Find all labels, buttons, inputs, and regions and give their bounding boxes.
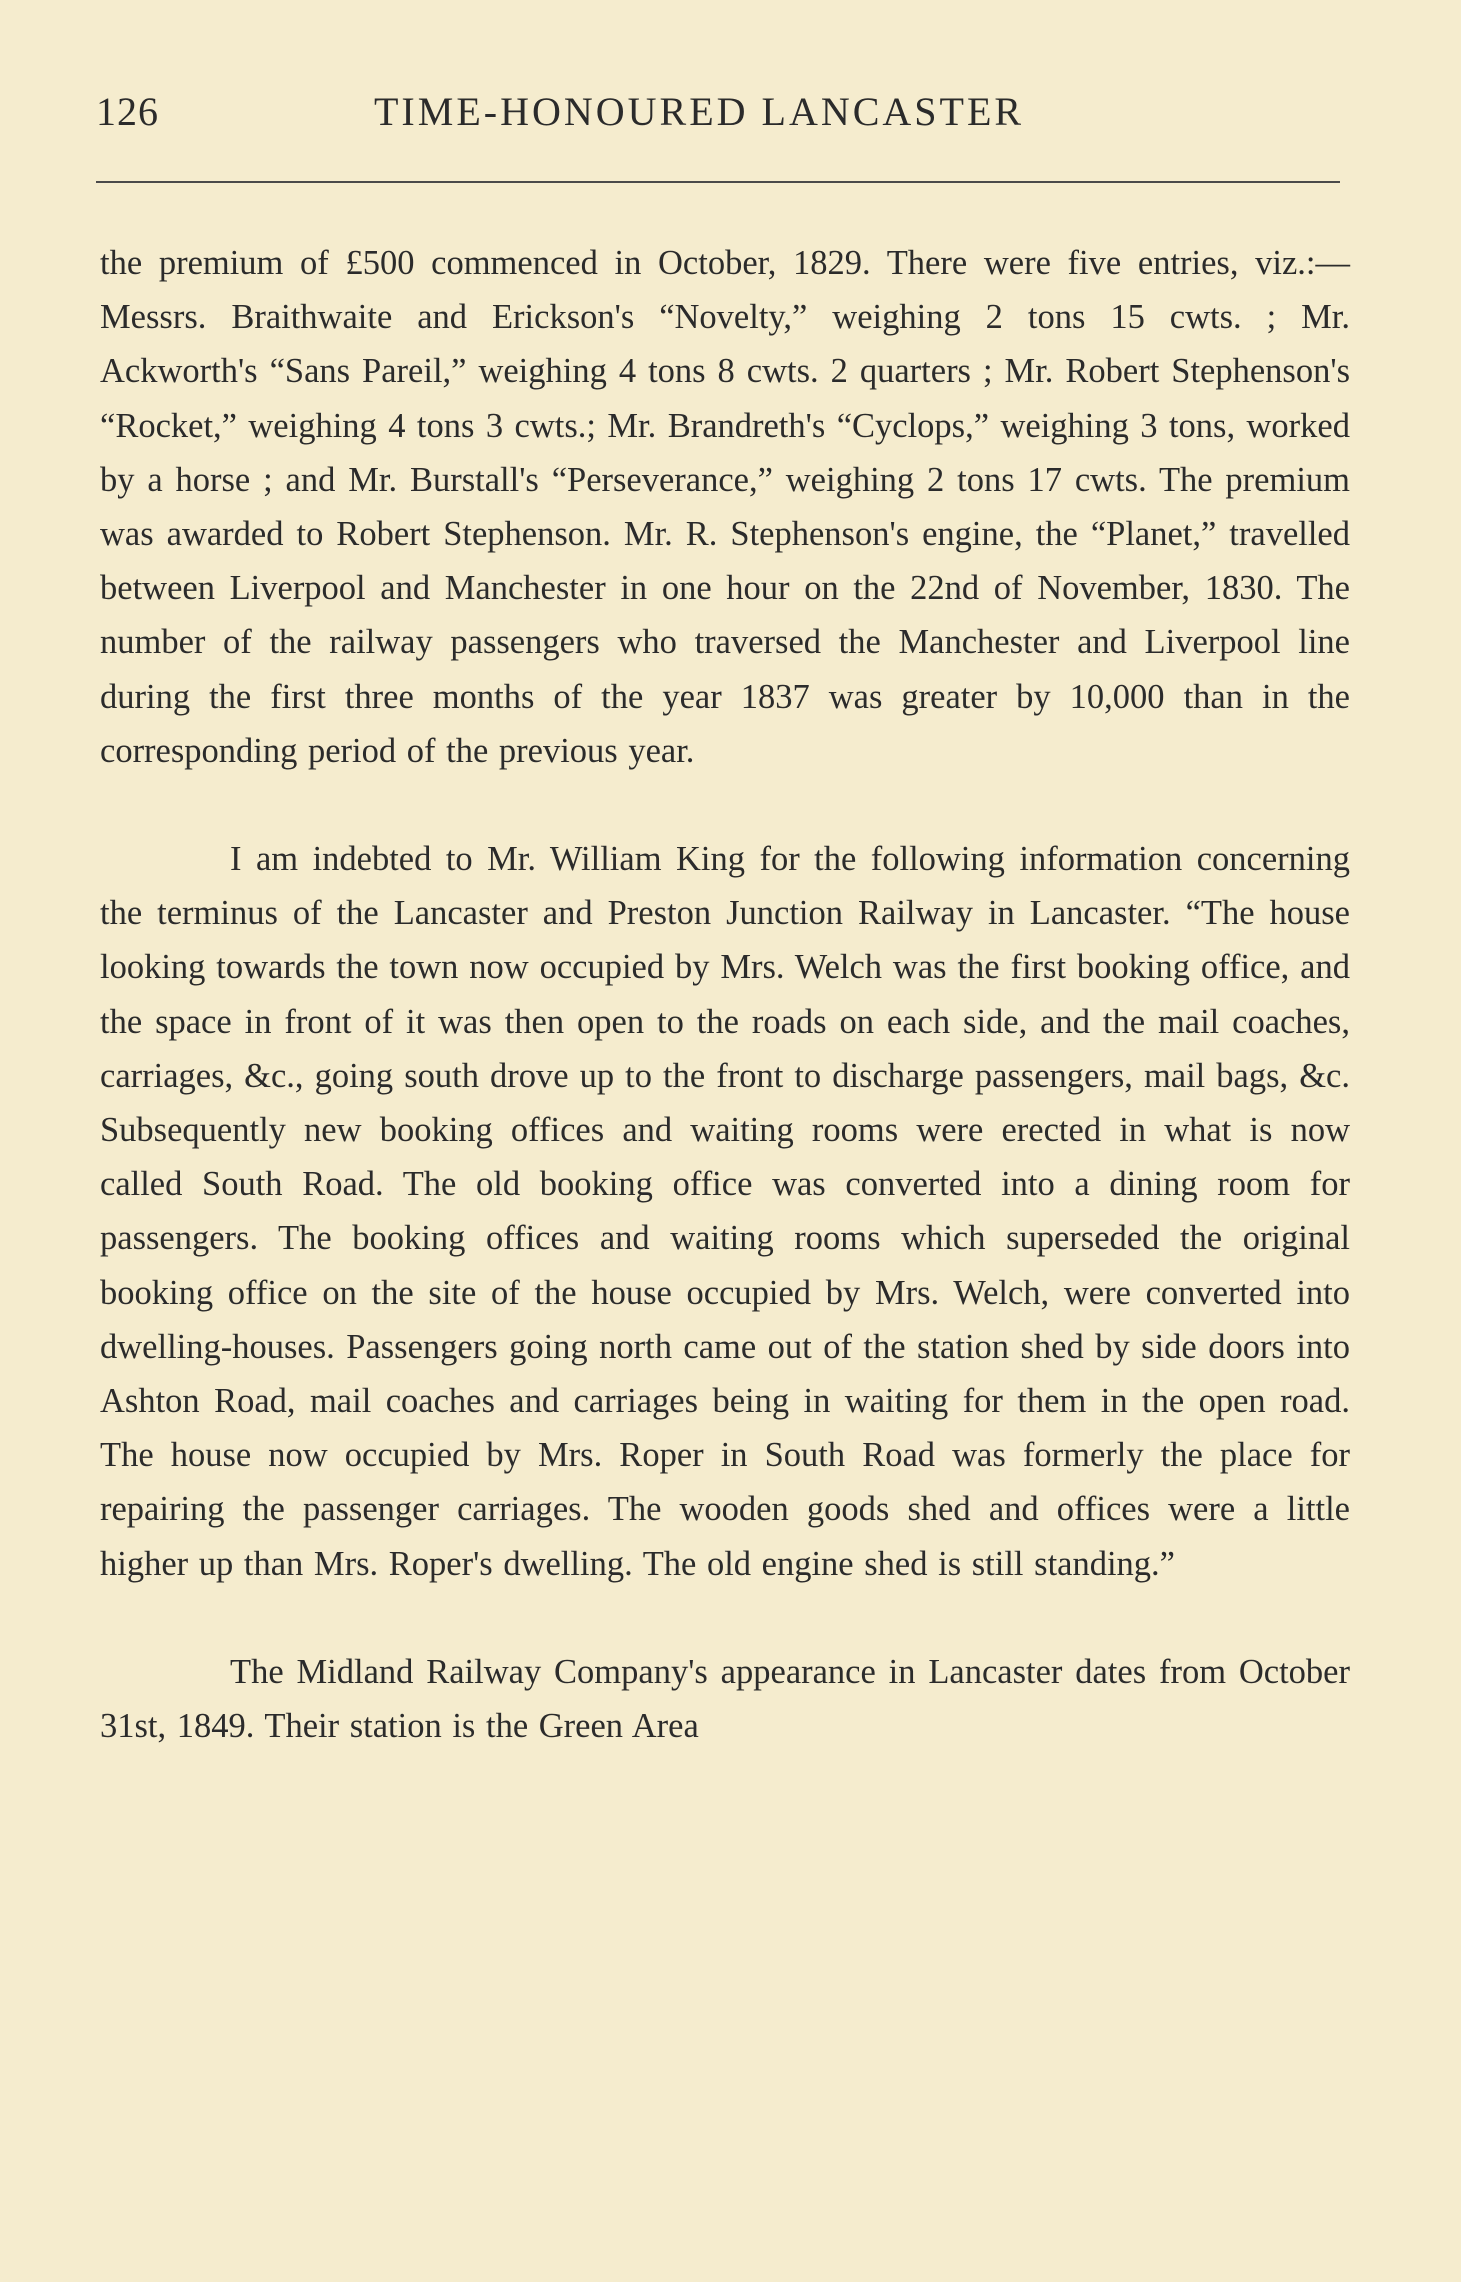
body-text — [100, 236, 1350, 1753]
page-number: 126 — [96, 89, 159, 134]
paragraph-premium: the premium of £500 commenced in October, 1829. There were five entries, viz.:—Messrs. Braithwaite and Erickson's “Novelty,” weighing 2 tons 15 cwts. ; Mr. Ackworth's “Sans Pareil,” weighing 4 tons 8 cwts. 2 quarters ; Mr. Robert Stephenson's “Rocket,” weighing 4 tons 3 cwts.; Mr. Brandreth's “Cyclops,” weighing 3 tons, worked by a horse ; and Mr. Burstall's “Perseverance,” weighing 2 tons 17 cwts. The premium was awarded to Robert Stephenson. Mr. R. Stephenson's engine, the “Planet,” travelled between Liverpool and Manchester in one hour on the 22nd of November, 1830. The number of the railway passengers who traversed the Manchester and Liverpool line during the first three months of the year 1837 was greater by 10,000 than in the corresponding period of the previous year. — [100, 244, 1350, 770]
running-head: TIME-HONOURED LANCASTER — [374, 89, 1025, 134]
paragraph-midland: The Midland Railway Company's appearance in Lancaster dates from October 31st, 1849. Their station is the Green Area — [100, 1652, 1350, 1746]
header-rule — [96, 181, 1340, 183]
page-header — [96, 82, 1336, 142]
paragraph-terminus: I am indebted to Mr. William King for the following information concerning the terminus of the Lancaster and Preston Junction Railway in Lancaster. “The house looking towards the town now occupied by Mrs. Welch was the first booking office, and the space in front of it was then open to the roads on each side, and the mail coaches, carriages, &c., going south drove up to the front to discharge passengers, mail bags, &c. Subsequently new booking offices and waiting rooms were erected in what is now called South Road. The old booking office was converted into a dining room for passengers. The booking offices and waiting rooms which superseded the original booking office on the site of the house occupied by Mrs. Welch, were converted into dwelling-houses. Passengers going north came out of the station shed by side doors into Ashton Road, mail coaches and carriages being in waiting for them in the open road. The house now occupied by Mrs. Roper in South Road was formerly the place for repairing the passenger carriages. The wooden goods shed and offices were a little higher up than Mrs. Roper's dwelling. The old engine shed is still standing.” — [100, 840, 1350, 1583]
